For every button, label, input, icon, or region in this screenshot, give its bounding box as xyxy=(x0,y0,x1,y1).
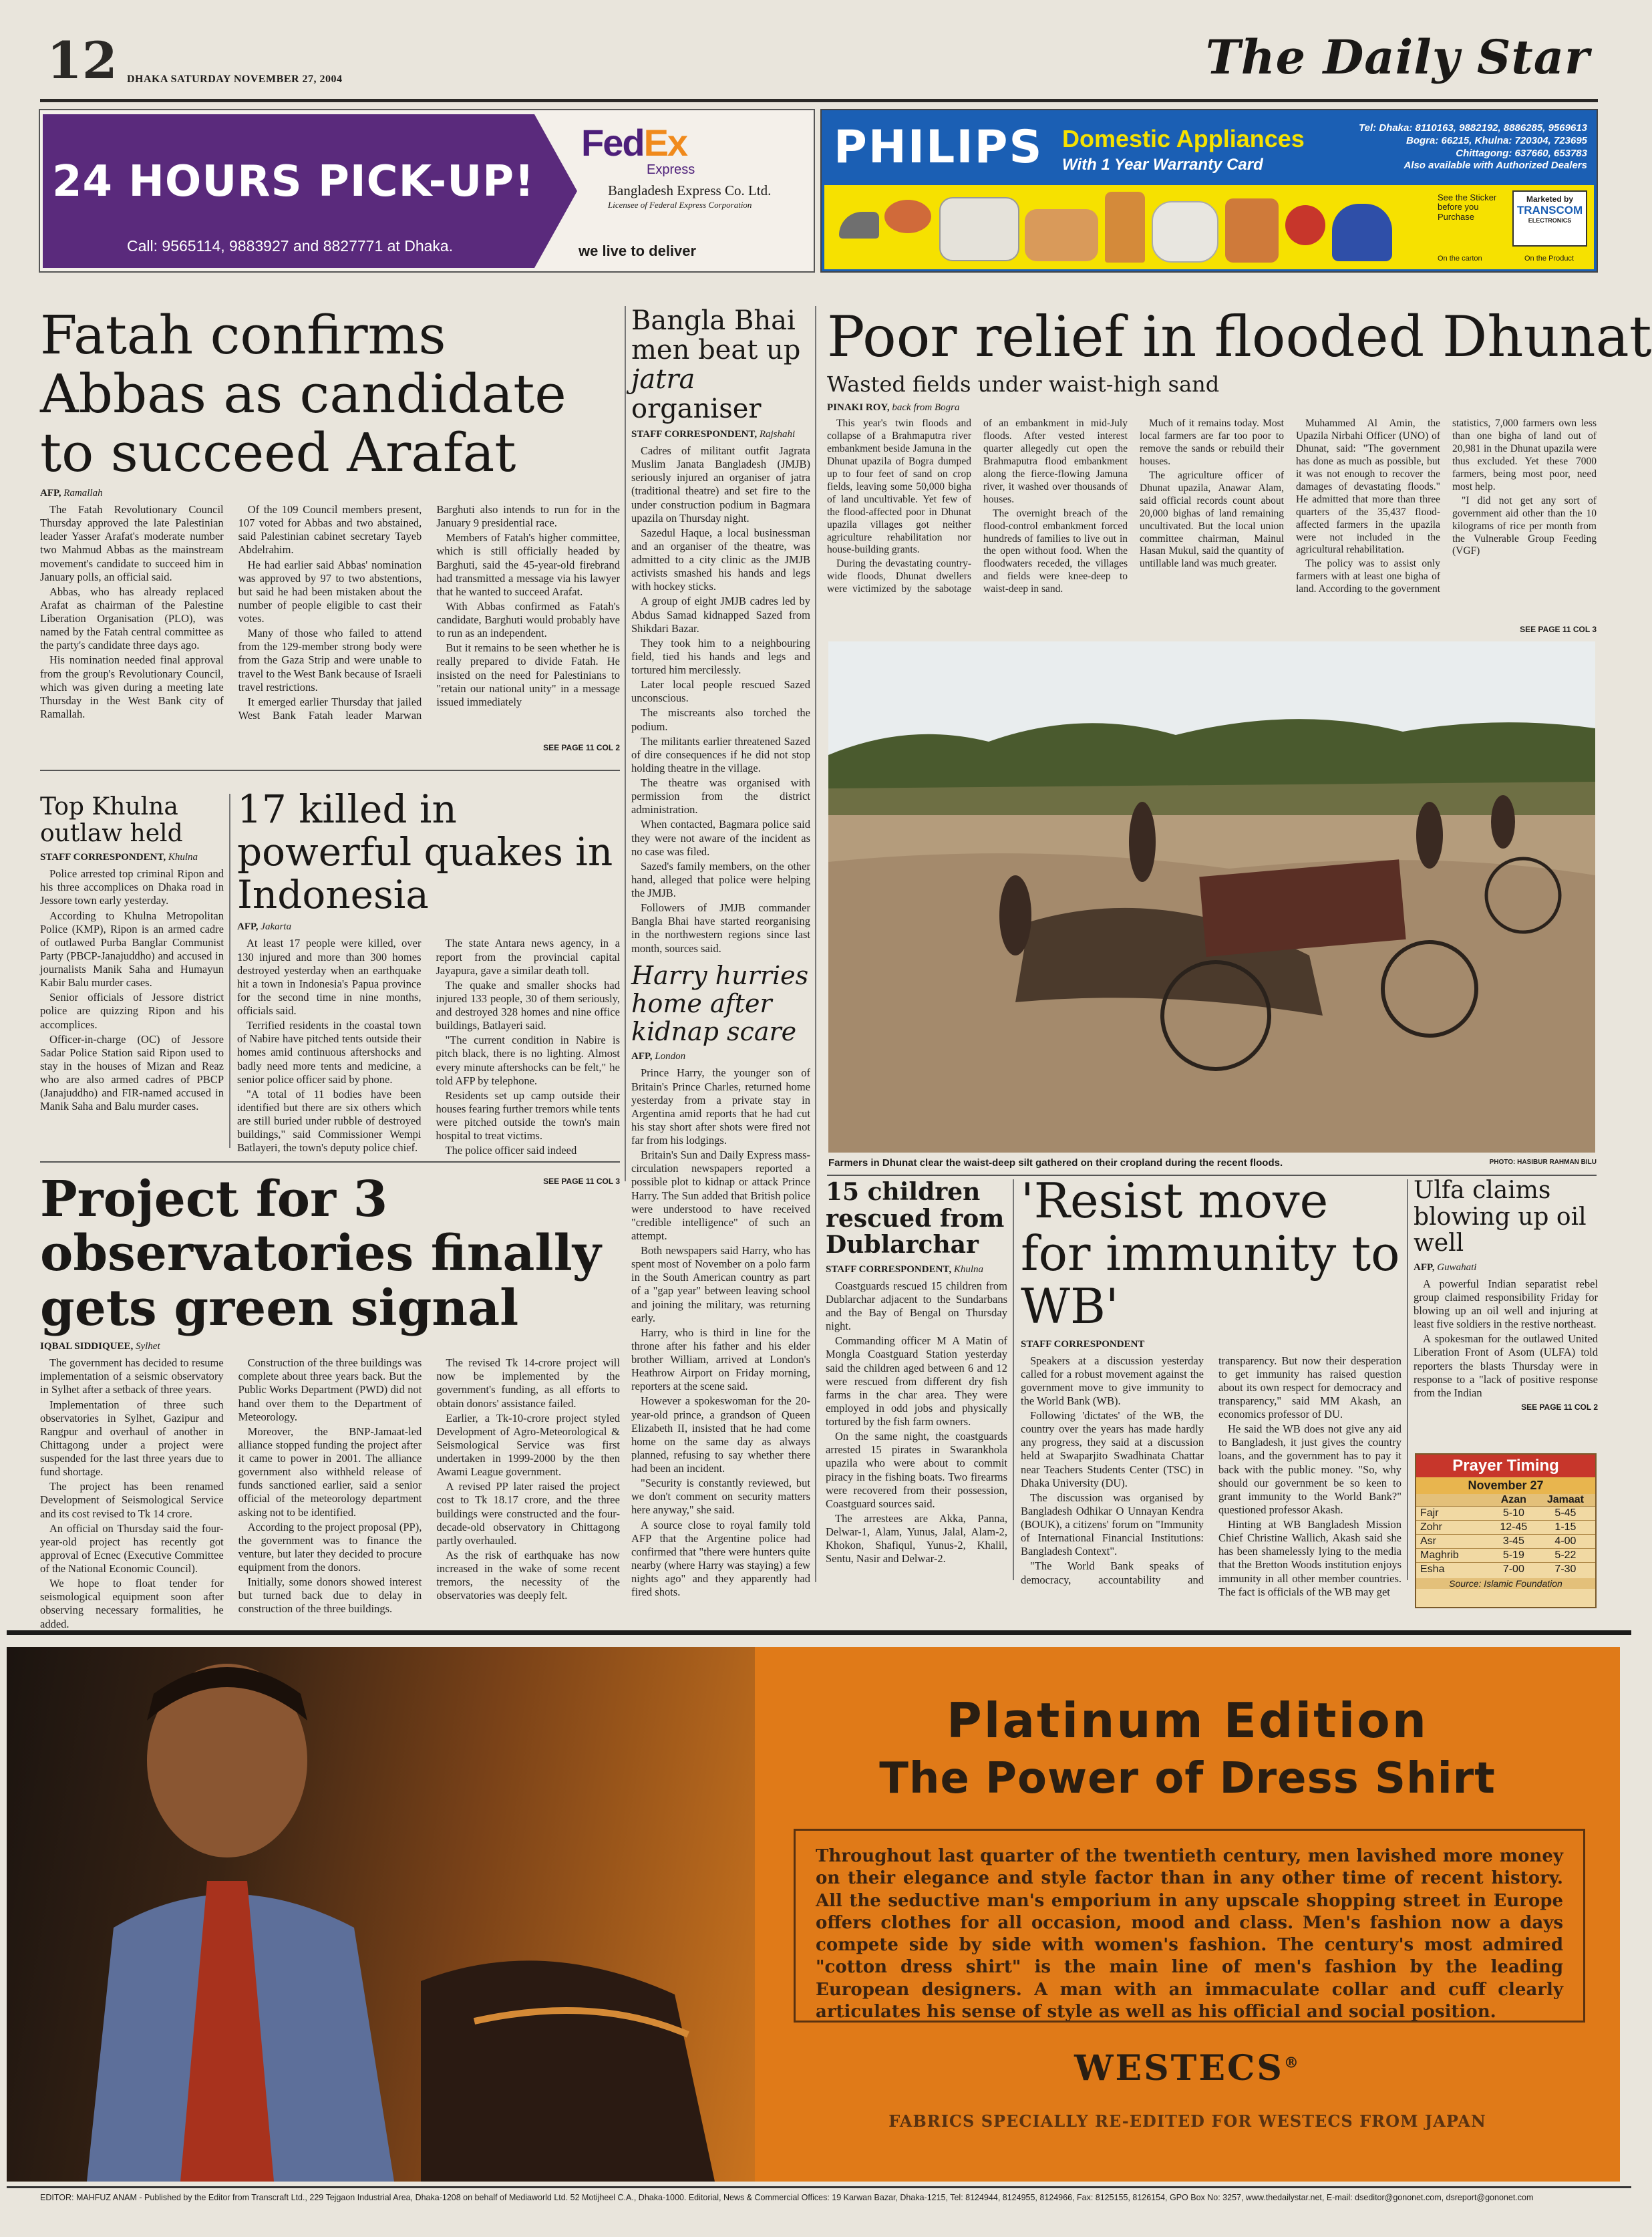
byline-source: AFP, xyxy=(40,488,61,498)
paragraph: The project has been renamed Development of Seismological Service and its cost revised to Tk 14 crore. xyxy=(40,1480,224,1520)
article-observatories xyxy=(40,1171,620,1630)
article-body xyxy=(40,1356,620,1644)
jump-line[interactable]: SEE PAGE 11 COL 2 xyxy=(543,743,620,752)
paragraph: The government has decided to resume implementation of a seismic observatory in Sylhet after a setback of three years. xyxy=(40,1356,224,1396)
deck: Wasted fields under waist-high sand xyxy=(827,371,1220,398)
paragraph: Abbas, who has already replaced Arafat as chairman of the Palestine Liberation Organisation (PLO), was named by the Fatah central committee as the party's candidate three days ago. xyxy=(40,585,224,652)
fan-heater-icon xyxy=(1285,205,1325,245)
paragraph: This year's twin floods and collapse of a Brahmaputra river embankment beside Jamuna in the Dhunat upazila of Bogra dumped up to four feet of sand on crop fields, leaving some 50,000 bigha of land uncultivable. Yet few of the flood-affected poor in Dhunat upazila villages got neither agriculture rehabilitation nor house-building grants. xyxy=(827,418,971,556)
headline: Project for 3 observatories finally gets green signal xyxy=(40,1171,601,1337)
paragraph: "The World Bank speaks of democracy, accountability and transparency. But now their desperation to get immunity has raised question about its own respect for democracy and transparency," said MM Akash, an economics professor of DU. xyxy=(1021,1354,1401,1586)
transcom-sub: ELECTRONICS xyxy=(1528,217,1572,224)
article-fatah xyxy=(40,306,620,767)
paragraph: Prince Harry, the younger son of Britain's Prince Charles, returned home yesterday from a private stay in Argentina amid reports that he had cut his stay short after shots were fired not far from his lodgings. xyxy=(631,1066,810,1147)
byline-place: Guwahati xyxy=(1437,1261,1477,1273)
jump-line[interactable]: SEE PAGE 11 COL 3 xyxy=(543,1177,620,1187)
fedex-express: Express xyxy=(647,162,695,177)
headline: 15 children rescued from Dublarchar xyxy=(826,1178,1005,1259)
philips-contact xyxy=(1359,122,1587,172)
azan-time: 7-00 xyxy=(1502,1563,1524,1575)
column-rule xyxy=(1013,1179,1014,1580)
paragraph: A spokesman for the outlawed United Liberation Front of Asom (ULFA) told reporters the blasts Thursday were in response to a "lack of positive response from the Indian xyxy=(1414,1332,1598,1399)
paragraph: We hope to float tender for seismological equipment soon after observing necessary formalities, he added. xyxy=(40,1577,224,1630)
azan-time: 3-45 xyxy=(1502,1535,1524,1547)
transcom-name: TRANSCOM xyxy=(1516,204,1583,216)
transcom-badge xyxy=(1512,190,1587,247)
column-rule xyxy=(815,306,816,1582)
paragraph: "I did not get any sort of government aid other than the 10 kilograms of rice per month from the Vulnerable Group Feeding (VGF) xyxy=(1452,494,1597,557)
jamaat-time: 7-30 xyxy=(1554,1563,1577,1575)
article-body xyxy=(631,1066,810,1599)
column-rule xyxy=(229,794,230,1148)
paragraph: With Abbas confirmed as Fatah's candidate, Barghuti would probably have to run as an independent. xyxy=(436,599,620,640)
contact-line: Bogra: 66215, Khulna: 720304, 723695 xyxy=(1406,134,1587,146)
photo-scene xyxy=(828,641,1595,1153)
paragraph: However a spokeswoman for the 20-year-old prince, a grandson of Queen Elizabeth II, insisted that he had come home on the same day as always planned, refusing to say whether there had been an incident. xyxy=(631,1394,810,1475)
paragraph: The police officer said indeed xyxy=(445,1144,577,1157)
prayer-name: Maghrib xyxy=(1420,1549,1459,1561)
fedex-tagline: we live to deliver xyxy=(579,243,697,259)
juicer-icon xyxy=(1225,198,1279,263)
westecs-copy-box xyxy=(794,1829,1585,2023)
paragraph: Residents set up camp outside their houses fearing further tremors while tents were pitched outside the town's main hospital to treat victims. xyxy=(436,1088,620,1143)
kettle-icon xyxy=(1152,201,1218,263)
blender-icon xyxy=(1105,192,1145,263)
byline-place: Rajshahi xyxy=(759,429,796,440)
column-rule xyxy=(625,306,626,1181)
westecs-brand xyxy=(755,2048,1620,2089)
byline-place: Ramallah xyxy=(63,488,103,498)
paragraph: Moreover, the BNP-Jamaat-led alliance stopped funding the project after it came to power in 2001. The alliance government also withheld release of funds sanctioned earlier, said a senior official of the meteorology department asking not to be identified. xyxy=(238,1425,422,1519)
paragraph: Officer-in-charge (OC) of Jessore Sadar Police Station said Ripon used to stay in the houses of Mizan and Reaz who are also armed cadres of PBCP (Janajuddho) and FIR-named accused in Manik Saha and Balu murder cases. xyxy=(40,1032,224,1113)
paragraph: During the devastating country-wide floods, Dhunat dwellers were victimized by the sabotage of an embankment in mid-July floods. After vested interest quarter allegedly cut open the Brahmaputra flood embankment along the fierce-flowing Jamuna river, it washed over thousands of houses. xyxy=(827,418,1128,595)
paragraph: Sazedul Haque, a local businessman and an organiser of the theatre, was admitted to a city clinic as the JMJB activists smashed his hands and legs with hockey sticks. xyxy=(631,526,810,593)
article-dublarchar xyxy=(826,1179,1007,1594)
headline: Fatah confirms Abbas as candidate to succeed Arafat xyxy=(40,304,566,484)
paragraph: Hinting at WB Bangladesh Mission Chief Christine Wallich, Akash said she has been shamelessly lying to the media that the Bretton Woods institution enjoys immunity in all other member countries. The fact is officials of the WB may get xyxy=(1218,1518,1401,1598)
article-quakes xyxy=(237,786,620,1187)
prayer-name: Fajr xyxy=(1420,1507,1439,1519)
paragraph: Muhammed Al Amin, the Upazila Nirbahi Officer (UNO) of Dhunat, said: "The government has done as much as possible, but it was not enough to recover the damages of devastating floods." He admitted that more than three quarters of the 35,437 flood-affected farmers in the upazila were not included in the agricultural rehabilitation. xyxy=(1296,418,1440,556)
col-header: Jamaat xyxy=(1546,1494,1585,1505)
philips-brand: PHILIPS xyxy=(834,121,1043,174)
byline-source: IQBAL SIDDIQUEE, xyxy=(40,1341,134,1352)
article-wb xyxy=(1021,1175,1401,1602)
paragraph: He said the WB does not give any aid to Bangladesh, it just gives the country loans, and the government has to pay it back with the public money. "So, why should our government be so keen to grant immunity to the World Bank?" questioned professor Akash. xyxy=(1218,1423,1401,1516)
paragraph: Followers of JMJB commander Bangla Bhai have started reorganising in the northwestern regions since last month, sources said. xyxy=(631,901,810,955)
paragraph: The miscreants also torched the podium. xyxy=(631,706,810,733)
byline-source: STAFF CORRESPONDENT, xyxy=(631,429,758,440)
headline-part: Bangla Bhai men beat up xyxy=(631,305,801,365)
article-body xyxy=(1414,1278,1598,1400)
paragraph: Sazed's family members, on the other hand, alleged that police were helping the JMJB. xyxy=(631,859,810,899)
byline xyxy=(1414,1262,1598,1274)
byline-place: Khulna xyxy=(168,852,198,863)
headline: Top Khulna outlaw held xyxy=(40,793,183,847)
byline xyxy=(40,852,224,863)
paragraph: According to Khulna Metropolitan Police (KMP), Ripon is an armed cadre of outlawed Purba Banglar Communist Party (PBCP-Janajuddho) and accused in journalists Manik Saha and Humayun Kabir Balu murder cases. xyxy=(40,909,224,990)
paragraph: But it remains to be seen whether he is really prepared to divide Fatah. He insisted on the need for Palestinians to "retain our national unity" in a message issued immediately xyxy=(436,641,620,708)
azan-time: 5-19 xyxy=(1502,1549,1524,1561)
jump-line[interactable]: SEE PAGE 11 COL 2 xyxy=(1521,1402,1598,1412)
fedex-ad[interactable] xyxy=(39,109,815,273)
philips-ad[interactable] xyxy=(820,109,1598,273)
westecs-title: Platinum Edition xyxy=(947,1692,1428,1749)
iron-icon xyxy=(839,212,879,239)
brand-name: WESTECS xyxy=(1074,2048,1284,2089)
dateline: DHAKA SATURDAY NOVEMBER 27, 2004 xyxy=(127,73,343,85)
rice-cooker-icon xyxy=(939,197,1019,261)
headline: 'Resist move for immunity to WB' xyxy=(1021,1173,1400,1335)
byline: STAFF CORRESPONDENT xyxy=(1021,1338,1145,1350)
paragraph: Initially, some donors showed interest but turned back due to delay in construction of the three buildings. xyxy=(238,1576,422,1616)
paragraph: Senior officials of Jessore district police are quizzing Ripon and his accomplices. xyxy=(40,991,224,1031)
paragraph: Of the 109 Council members present, 107 voted for Abbas and two abstained, said Palestinian cabinet secretary Tayeb Abdelrahim. xyxy=(238,503,422,557)
paragraph: "A total of 11 bodies have been identified but there are six others which are still buried under rubble of destroyed buildings," said Commissioner Wempi Batlayeri, the town's deputy police chief. xyxy=(237,1087,422,1155)
prayer-timing-box xyxy=(1415,1453,1597,1608)
byline-source: AFP, xyxy=(237,921,259,933)
byline xyxy=(631,429,810,440)
paragraph: The discussion was organised by Bangladesh Odhikar O Unnayan Kendra (BOUK), a citizens' forum on "Immunity of International Financial Institutions: Bangladesh Context". xyxy=(1021,1491,1204,1558)
jump-line[interactable]: SEE PAGE 11 COL 3 xyxy=(1520,625,1597,634)
paragraph: Coastguards rescued 15 children from Dublarchar adjacent to the Sundarbans and the Bay of Bengal on Thursday night. xyxy=(826,1279,1007,1333)
paragraph: Both newspapers said Harry, who has spent most of November on a polo farm in the South American country as part of a "gap year" between leaving school and joining the military, was returning early. xyxy=(631,1244,810,1324)
table-row xyxy=(1416,1521,1595,1535)
prayer-title: Prayer Timing xyxy=(1416,1455,1595,1477)
jamaat-time: 5-45 xyxy=(1554,1507,1577,1519)
paragraph: When contacted, Bagmara police said they were not aware of the incident as no case was filed. xyxy=(631,818,810,858)
byline-place: London xyxy=(655,1051,686,1062)
byline xyxy=(827,402,1597,414)
article-body xyxy=(237,937,620,1174)
paragraph: Many of those who failed to attend from the 129-member strong body were from the Gaza Strip and were unable to travel to the West Bank because of Israeli travel restrictions. xyxy=(238,627,422,694)
fedex-company: Bangladesh Express Co. Ltd. xyxy=(608,182,772,198)
paragraph: Later local people rescued Sazed unconscious. xyxy=(631,678,810,705)
paragraph: The militants earlier threatened Sazed of dire consequences if he did not stop holding theatre in the village. xyxy=(631,734,810,774)
article-dhunat xyxy=(827,304,1652,637)
byline-place: Sylhet xyxy=(135,1341,160,1352)
appliance-strip xyxy=(824,185,1594,269)
byline xyxy=(40,1341,620,1352)
paragraph: Members of Fatah's higher committee, which is still officially headed by Barghuti, said the 45-year-old firebrand had transmitted a message via his lawyer that he wanted to succeed Arafat. xyxy=(436,531,620,598)
paragraph: The arrestees are Akka, Panna, Delwar-1, Alam, Yunus, Jalal, Alam-2, Khokon, Shafiqul, Yunus-2, Khalil, Sentu, Nasir and Delwar-2. xyxy=(826,1511,1007,1565)
paragraph: Police arrested top criminal Ripon and his three accomplices on Dhaka road in Jessore town early yesterday. xyxy=(40,867,224,907)
hair-dryer-icon xyxy=(884,200,931,233)
vacuum-icon xyxy=(1332,204,1392,261)
prayer-table xyxy=(1416,1494,1595,1576)
table-row xyxy=(1416,1535,1595,1549)
model-figure xyxy=(7,1647,755,2182)
table-row xyxy=(1416,1563,1595,1577)
fedex-licensee: Licensee of Federal Express Corporation xyxy=(608,200,752,210)
headline: Harry hurries home after kidnap scare xyxy=(631,961,809,1046)
imprint: EDITOR: MAHFUZ ANAM - Published by the Editor from Transcraft Ltd., 229 Tejgaon Industrial Area, Dhaka-1208 on behalf of Mediaworld Ltd. 52 Motijheel C.A., Dhaka-1000. Editorial, News & Commercial Offices: 19 Karwan Bazar, Dhaka-1215, Tel: 8124944, 8124955, 8124966, Fax: 8125155, 8126154, GPO Box No: 3257, www.thedailystar.net, E-mail: dseditor@gononet.com, dsreport@gononet.com xyxy=(40,2193,1534,2202)
westecs-footer: FABRICS SPECIALLY RE-EDITED FOR WESTECS FROM JAPAN xyxy=(888,2111,1486,2131)
flood-photo[interactable] xyxy=(828,641,1595,1153)
paragraph: Terrified residents in the coastal town of Nabire have pitched tents outside their homes amid continuous aftershocks and badly need more tents and medicine, a senior police officer said by phone. xyxy=(237,1019,422,1086)
article-body xyxy=(827,418,1597,618)
paragraph: Much of it remains today. Most local farmers are far too poor to remove the sands or rebuild their houses. xyxy=(1140,418,1284,468)
headline: Ulfa claims blowing up oil well xyxy=(1414,1177,1587,1257)
col-header: Azan xyxy=(1500,1494,1526,1505)
prayer-date: November 27 xyxy=(1416,1477,1595,1494)
paragraph: It emerged earlier Thursday that jailed West Bank Fatah leader Marwan Barghuti also intends to run for in the January 9 presidential race. xyxy=(238,503,620,722)
photo-caption: Farmers in Dhunat clear the waist-deep silt gathered on their cropland during the recent floods. xyxy=(828,1157,1283,1169)
contact-line: Tel: Dhaka: 8110163, 9882192, 8886285, 9569613 xyxy=(1359,122,1587,134)
byline-source: STAFF CORRESPONDENT, xyxy=(826,1263,952,1275)
on-carton: On the carton xyxy=(1438,255,1482,263)
masthead xyxy=(40,27,1590,97)
section-rule xyxy=(40,1161,620,1163)
paragraph: A powerful Indian separatist rebel group claimed responsibility Friday for blowing up an oil well and injuring at least five soldiers in the restive northeast. xyxy=(1414,1277,1598,1331)
jamaat-time: 5-22 xyxy=(1554,1549,1577,1561)
jamaat-time: 4-00 xyxy=(1554,1535,1577,1547)
paragraph: According to the project proposal (PP), the government was to finance the venture, but later they decided to procure equipment from the donors. xyxy=(238,1520,422,1574)
toaster-icon xyxy=(1025,209,1098,261)
on-product: On the Product xyxy=(1524,255,1574,263)
fedex-logo-ex: Ex xyxy=(643,122,687,164)
marketed-by: Marketed by xyxy=(1526,194,1574,204)
photo-credit: PHOTO: HASIBUR RAHMAN BILU xyxy=(1489,1159,1597,1166)
contact-line: Also available with Authorized Dealers xyxy=(1403,160,1587,172)
paragraph: The theatre was organised with permission from the district administration. xyxy=(631,776,810,816)
paragraph: Implementation of three such observatories in Sylhet, Gazipur and Rangpur and overhaul of another in Chittagong under a project were suspended for the last three years due to fund shortage. xyxy=(40,1398,224,1479)
byline xyxy=(237,921,620,933)
article-body xyxy=(826,1280,1007,1566)
azan-time: 5-10 xyxy=(1502,1507,1524,1519)
table-header-row xyxy=(1416,1494,1595,1507)
paragraph: The quake and smaller shocks had injured 133 people, 30 of them seriously, and destroyed 328 homes and nine office buildings, Batlayeri said. xyxy=(436,978,620,1032)
byline xyxy=(826,1264,1007,1276)
paragraph: A revised PP later raised the project cost to Tk 18.17 crore, and the three buildings were constructed and the four-decade-old observatory in Chittagong partly overhauled. xyxy=(436,1480,620,1547)
column-rule xyxy=(1407,1179,1408,1580)
table-row xyxy=(1416,1549,1595,1563)
byline-place: Jakarta xyxy=(261,921,292,933)
paragraph: "The current condition in Nabire is pitch black, there is no lighting. Almost every minute aftershocks can be felt," he told AFP by telephone. xyxy=(436,1034,620,1087)
byline-place: back from Bogra xyxy=(892,402,960,414)
headline: Poor relief in flooded Dhunat xyxy=(827,304,1652,369)
imprint-rule xyxy=(7,2186,1631,2188)
paragraph: Harry, who is third in line for the throne after his father and his elder brother William, arrived at London's Heathrow Airport on Friday morning, reporters at the scene said. xyxy=(631,1326,810,1393)
model-photo xyxy=(7,1647,755,2182)
paragraph: They took him to a neighbouring field, tied his hands and legs and tortured him mercilessly. xyxy=(631,636,810,676)
masthead-rule xyxy=(40,99,1598,102)
article-body xyxy=(631,444,810,955)
paragraph: Speakers at a discussion yesterday called for a robust movement against the government move to give immunity to the World Bank (WB). xyxy=(1021,1354,1204,1407)
paragraph: A group of eight JMJB cadres led by Abdus Samad kidnapped Sazed from Shikdari Bazar. xyxy=(631,595,810,635)
table-row xyxy=(1416,1507,1595,1521)
jamaat-time: 1-15 xyxy=(1554,1521,1577,1533)
azan-time: 12-45 xyxy=(1500,1521,1528,1533)
fedex-logo xyxy=(581,121,687,164)
westecs-body: Throughout last quarter of the twentieth century, men lavished more money on their elegance and style factor than in any other time of recent history. All the seductive man's emporium in any upscale shopping street in Europe offers clothes for all occasion, mood and class. Men's fashion now a days compete side by side with women's fashion. The century's most admired "cotton dress shirt" is the main line of men's fashion by the leading European designers. A man with an immaculate collar and cuff clearly articulates his sense of style as well as his official and social position. xyxy=(816,1846,1563,2022)
article-body xyxy=(40,503,620,740)
westecs-subtitle: The Power of Dress Shirt xyxy=(879,1754,1496,1803)
paragraph: The policy was to assist only farmers with at least one bigha of land. According to the government statistics, 7,000 farmers own less than one bigha of land out of 20,981 in the Dhunat upazila were thus excluded. Yet these 7000 farmers, being most poor, need most help. xyxy=(1296,418,1597,595)
paragraph: The revised Tk 14-crore project will now be implemented by the government's funding, as all efforts to obtain donors' assistance failed. xyxy=(436,1356,620,1410)
byline-place: Khulna xyxy=(953,1263,984,1275)
headline-part: organiser xyxy=(631,394,762,424)
paragraph: Commanding officer M A Matin of Mongla Coastguard Station yesterday said the children aged between 6 and 12 were rescued from different dry fish farms in the char area. They were employed in odd jobs and physically tortured by the fish farm owners. xyxy=(826,1334,1007,1429)
ad-rule xyxy=(7,1630,1631,1635)
section-rule xyxy=(40,770,620,771)
paragraph: Following 'dictates' of the WB, the country over the years has made hardly any progress, they said at a discussion held at Swaparjito Swadhinata Chattar near Teachers Students Center (TSC) in Dhaka University (DU). xyxy=(1021,1409,1204,1489)
paragraph: The agriculture officer of Dhunat upazila, Anawar Alam, said official records count about 20,000 bighas of land remaining uncultivated. But the local union committee chairman, Mainul Hasan Mukul, said the quantity of untillable land was much greater. xyxy=(1140,470,1284,570)
prayer-name: Asr xyxy=(1420,1535,1436,1547)
prayer-name: Esha xyxy=(1420,1563,1445,1575)
paragraph: Earlier, a Tk-10-crore project styled Development of Agro-Meteorological & Seismological Service was first undertaken in 1999-2000 by the then Awami League government. xyxy=(436,1411,620,1479)
article-banglabhai xyxy=(631,305,810,955)
paragraph: His nomination needed final approval from the group's Revolutionary Council, which was given during a meeting late Thursday in the West Bank city of Ramallah. xyxy=(40,653,224,720)
paragraph: An official on Thursday said the four-year-old project has recently got approval of Ecnec (Executive Committee of the National Economic Council). xyxy=(40,1521,224,1576)
byline-source: AFP, xyxy=(1414,1261,1435,1273)
page-number: 12 xyxy=(47,31,118,90)
masthead-logo[interactable]: The Daily Star xyxy=(1205,29,1590,85)
paragraph: The overnight breach of the flood-control embankment forced hundreds of families to live out in the open without food. When the floodwaters receded, the villages and fields were knee-deep to waist-deep in sand. xyxy=(983,507,1128,595)
byline xyxy=(40,488,620,499)
headline xyxy=(631,306,810,424)
article-khulna xyxy=(40,794,224,1155)
registered-mark: ® xyxy=(1283,2054,1301,2072)
article-ulfa xyxy=(1414,1177,1598,1445)
prayer-name: Zohr xyxy=(1420,1521,1442,1533)
paragraph: A source close to royal family told AFP that the Argentine police had confirmed that "there were hunters quite nearby (where Harry was staying) a few nights ago" and they apparently had fired shots. xyxy=(631,1518,810,1599)
contact-line: Chittagong: 637660, 653783 xyxy=(1456,147,1587,159)
byline-source: PINAKI ROY, xyxy=(827,402,890,414)
sticker-note: See the Sticker before you Purchase xyxy=(1438,192,1497,222)
byline-source: STAFF CORRESPONDENT, xyxy=(40,852,166,863)
headline-em: jatra xyxy=(631,364,695,395)
paragraph: "Security is constantly reviewed, but we don't comment on security matters here anyway," she said. xyxy=(631,1477,810,1517)
paragraph: On the same night, the coastguards arrested 15 pirates in Swarankhola upazila who were about to commit piracy in the fishing boats. Two firearms were recovered from their possession, Coastguard sources said. xyxy=(826,1430,1007,1510)
prayer-source: Source: Islamic Foundation xyxy=(1416,1578,1595,1589)
article-body xyxy=(40,867,224,1113)
paragraph: Construction of the three buildings was complete about three years back. But the Public Works Department (PWD) did not hand over them to the Department of Meteorology. xyxy=(238,1356,422,1423)
westecs-ad[interactable] xyxy=(7,1647,1620,2182)
headline: 17 killed in powerful quakes in Indonesia xyxy=(237,786,613,917)
byline-source: AFP, xyxy=(631,1051,653,1062)
philips-subtitle: With 1 Year Warranty Card xyxy=(1062,156,1263,174)
fedex-headline: 24 HOURS PICK-UP! xyxy=(52,157,535,206)
paragraph: The state Antara news agency, in a report from the provincial capital Jayapura, gave a similar death toll. xyxy=(436,937,620,977)
paragraph: Cadres of militant outfit Jagrata Muslim Janata Bangladesh (JMJB) seriously injured an organiser of jatra (traditional theatre) and set fire to the under construction podium in Bagmara upazila on Thursday night. xyxy=(631,444,810,525)
fedex-phone: Call: 9565114, 9883927 and 8827771 at Dhaka. xyxy=(127,237,454,255)
paragraph: As the risk of earthquake has now increased in the wake of some recent tremors, the necessity of the observatories was deeply felt. xyxy=(436,1548,620,1602)
article-body xyxy=(1021,1354,1401,1652)
article-harry xyxy=(631,961,810,1599)
philips-title: Domestic Appliances xyxy=(1062,125,1305,152)
paragraph: At least 17 people were killed, over 130 injured and more than 300 homes destroyed yesterday when an earthquake hit a town in Indonesia's Papua province for the second time in nine months, officials said. xyxy=(237,937,422,1018)
paragraph: The Fatah Revolutionary Council Thursday approved the late Palestinian leader Yasser Arafat's moderate number two Mahmud Abbas as the mainstream movement's candidate to succeed him in January polls, an official said. xyxy=(40,503,224,583)
byline xyxy=(631,1051,810,1062)
paragraph: He had earlier said Abbas' nomination was approved by 97 to two abstentions, but said he had been mistaken about the number of people eligible to cast their votes. xyxy=(238,558,422,625)
col-header xyxy=(1416,1494,1492,1507)
paragraph: Britain's Sun and Daily Express mass-circulation newspapers reported a possible plot to kidnap or attack Prince Harry. The Sun added that British police were understood to have received "credible intelligence" of such an attempt. xyxy=(631,1149,810,1242)
fedex-logo-fed: Fed xyxy=(581,122,644,164)
